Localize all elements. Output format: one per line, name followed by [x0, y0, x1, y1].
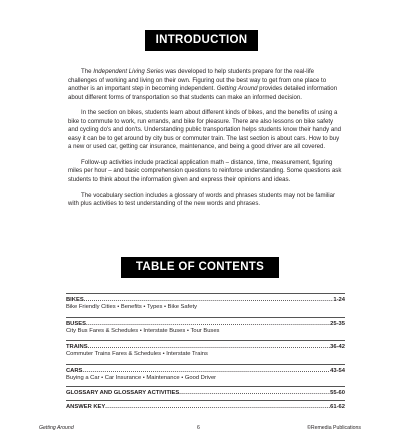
toc-entry-buses [66, 317, 345, 340]
toc-entry-title: CARS [66, 368, 83, 374]
toc-entry-subtopics: Buying a Car • Car Insurance • Maintenance • Good Driver [66, 375, 217, 381]
toc-entry-pages: 36-42 [330, 344, 345, 350]
intro-paragraph-1: The Independent Living Series was developed to help students prepare for the real-life challenges of working and living on their own. Figuring out the best way to get from one place to another is an important step in becoming independent. Getting Around provides detailed information about different forms of transportation so that students can make an informed decision. [68, 68, 338, 101]
intro-paragraph-2: In the section on bikes, students learn about different kinds of bikes, and the benefits of using a bike to commute to work, run errands, and bike for pleasure. There are also lessons on bike safety and cycling do's and don'ts. Understanding public transportation helps students know their handy and easy it can be to get around by city bus or commuter train. The last section is about cars. How to buy a new or used car, getting car insurance, maintenance, and being a good driver are all covered. [68, 109, 341, 151]
toc-entry-subtopics: Bike Friendly Cities • Benefits • Types • Bike Safety [66, 304, 197, 310]
introduction-body [68, 68, 344, 216]
toc-leader-dots [88, 344, 331, 350]
toc-leader-dots [179, 390, 330, 396]
table-of-contents [66, 293, 345, 414]
introduction-heading: INTRODUCTION [145, 30, 258, 51]
toc-leader-dots [105, 404, 330, 410]
toc-entry-title: BUSES [66, 321, 86, 327]
toc-entry-subtopics: Commuter Trains Fares & Schedules • Interstate Trains [66, 351, 208, 357]
intro-paragraph-4: The vocabulary section includes a glossary of words and phrases students may not be familiar with plus activities to test understanding of the new words and phrases. [68, 191, 336, 208]
toc-entry-pages: 61-62 [330, 404, 345, 410]
toc-entry-subtopics: City Bus Fares & Schedules • Interstate Buses • Tour Buses [66, 328, 220, 334]
toc-entry-title: TRAINS [66, 344, 88, 350]
toc-entry-pages: 43-54 [330, 368, 345, 374]
footer-book-title: Getting Around [39, 425, 74, 431]
toc-entry-pages: 1-24 [333, 297, 345, 303]
toc-entry-glossary [66, 386, 345, 400]
toc-entry-answer-key [66, 400, 345, 414]
toc-entry-title: BIKES [66, 297, 84, 303]
intro-paragraph-3: Follow-up activities include practical application math – distance, time, measurement, figuring miles per hour – and basic comprehension questions to reinforce understanding. Some questions ask students to think about the information given and express their opinions and ideas. [68, 158, 342, 183]
footer-publisher: ©Remedia Publications [307, 425, 361, 431]
toc-entry-cars [66, 364, 345, 386]
toc-entry-title: ANSWER KEY [66, 404, 106, 410]
toc-leader-dots [86, 321, 330, 327]
toc-entry-pages: 25-35 [330, 321, 345, 327]
toc-entry-bikes [66, 293, 345, 317]
toc-entry-pages: 55-60 [330, 390, 345, 396]
toc-leader-dots [84, 297, 334, 303]
toc-entry-trains [66, 340, 345, 364]
footer-page-number: 6 [197, 425, 200, 431]
toc-entry-title: GLOSSARY AND GLOSSARY ACTIVITIES [66, 390, 180, 396]
toc-leader-dots [82, 368, 330, 374]
toc-heading: TABLE OF CONTENTS [121, 257, 279, 278]
